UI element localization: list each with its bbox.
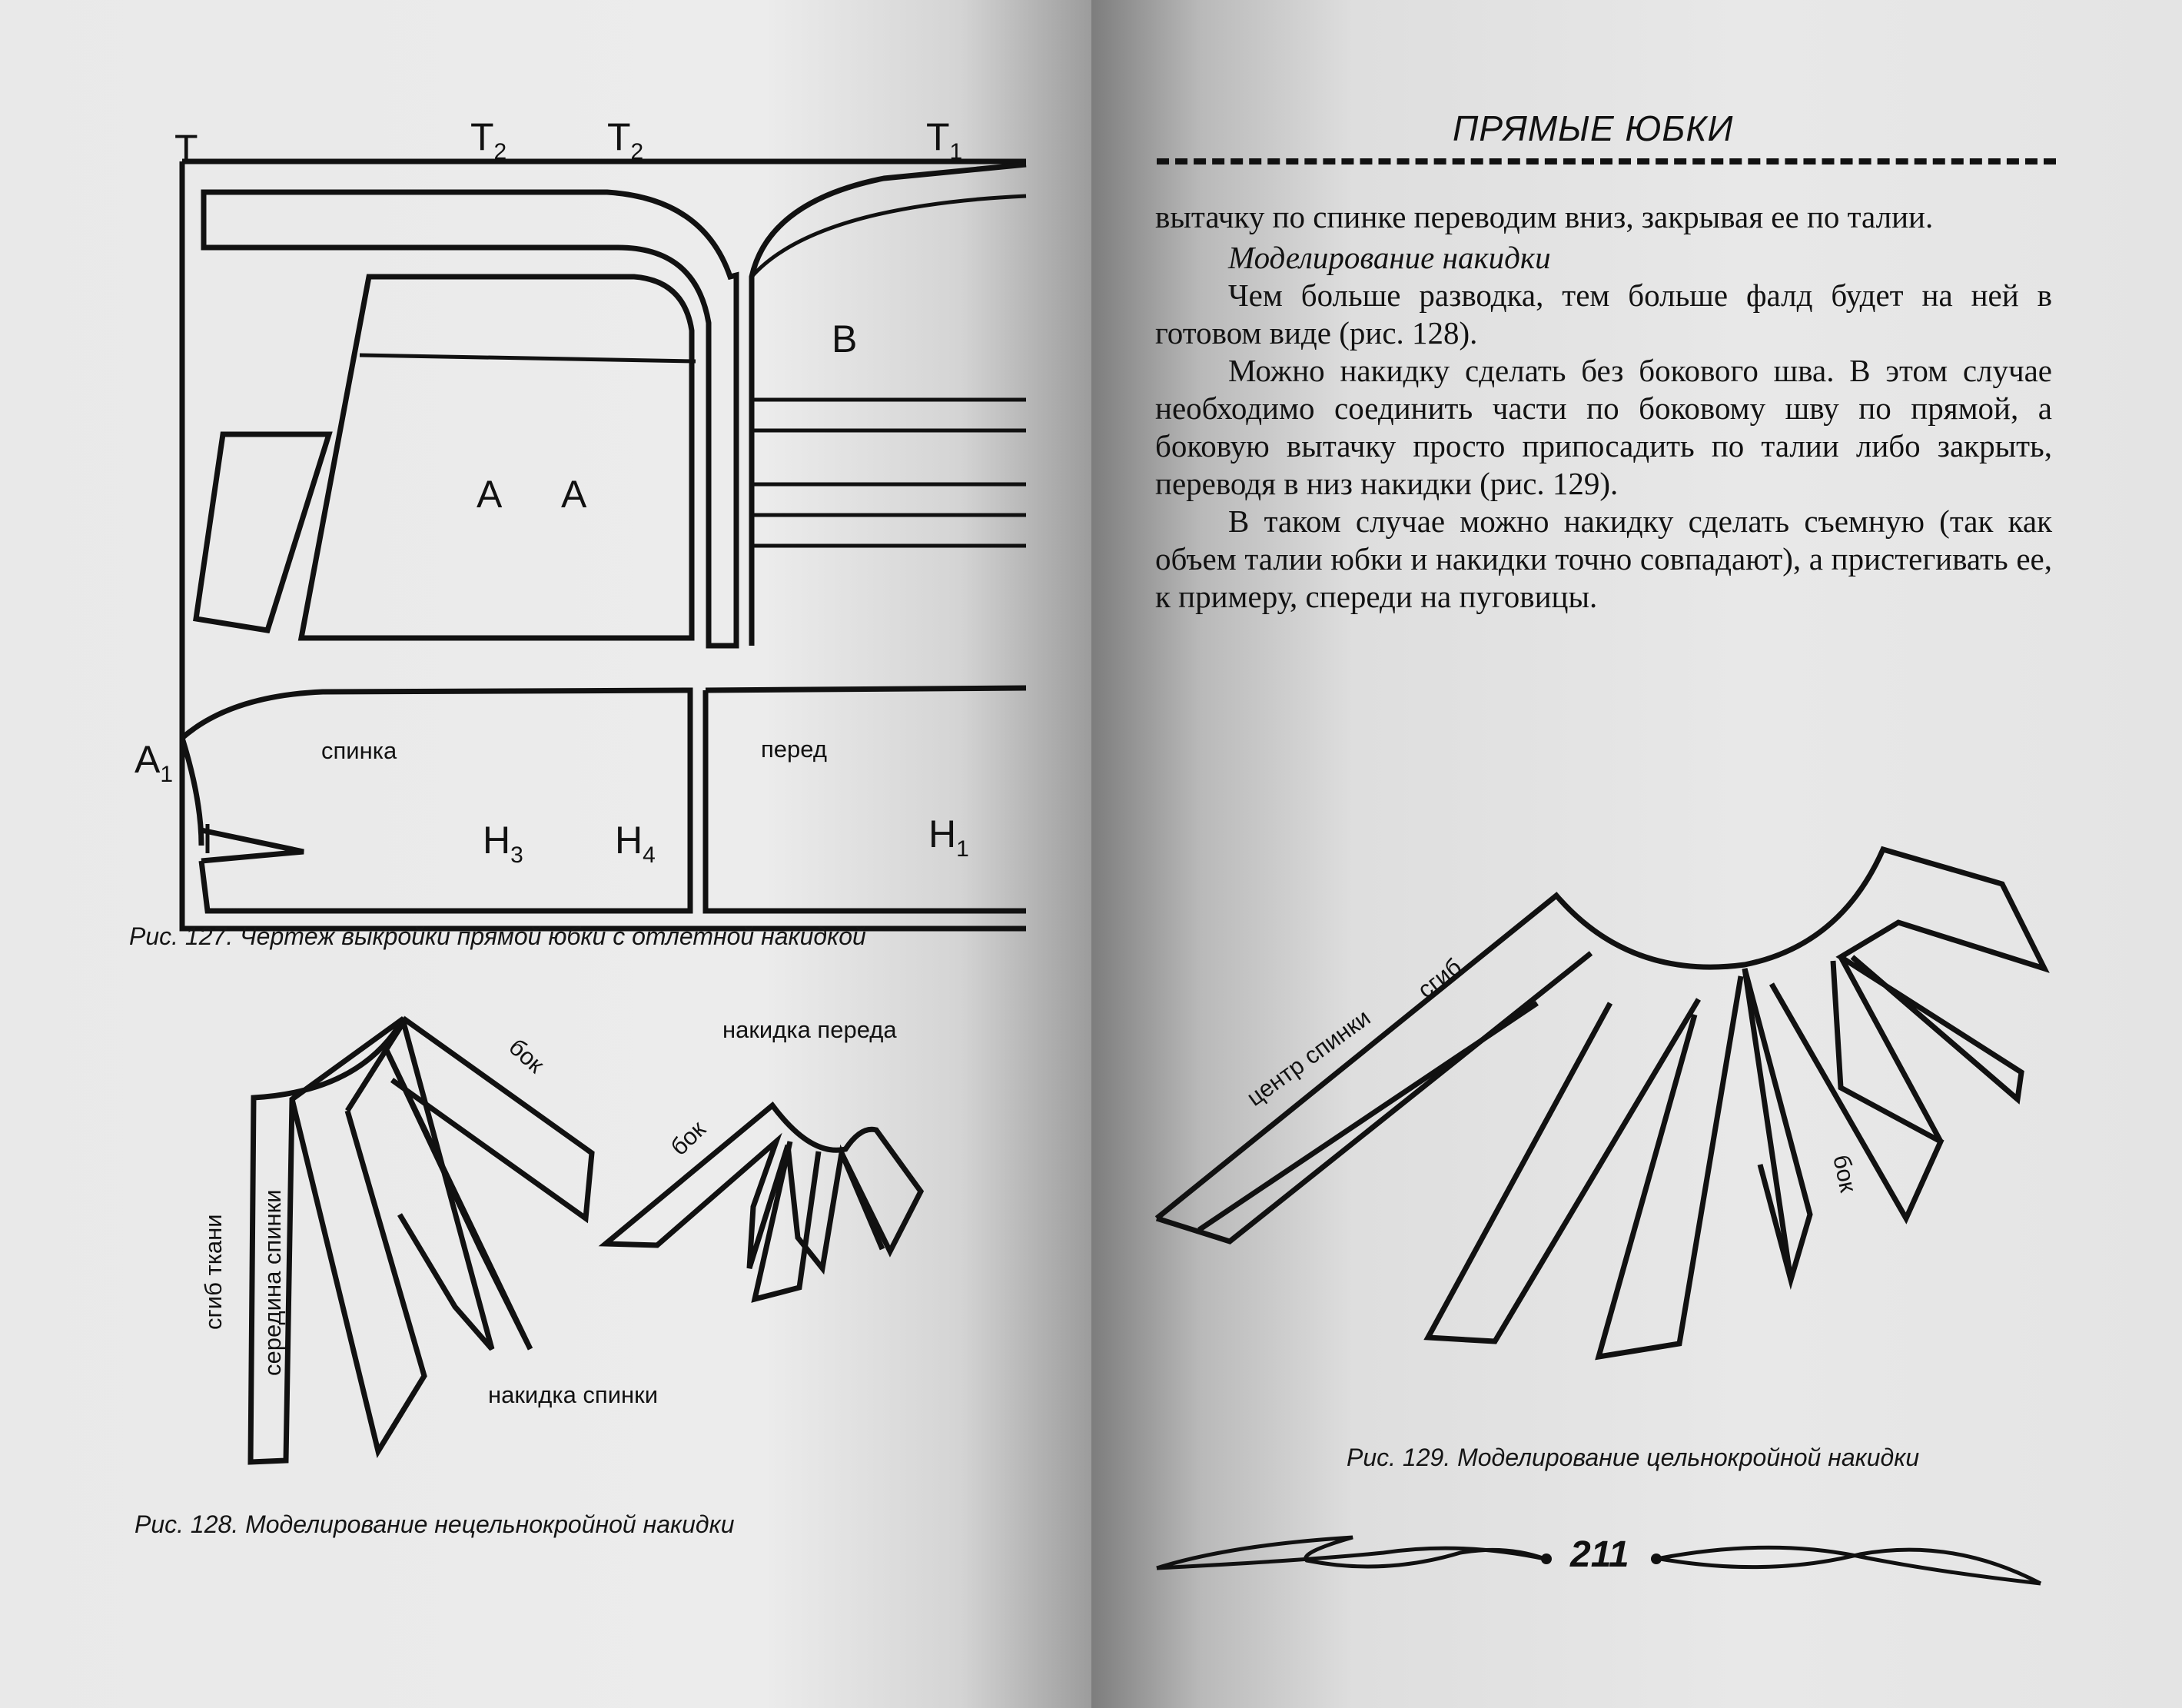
label-t2-left: $Т_2$ <box>470 115 507 164</box>
label-nakidka-spinki: накидка спинки <box>488 1381 659 1408</box>
label-bok-front: бок <box>665 1115 711 1161</box>
label-bok: бок <box>1828 1152 1862 1195</box>
label-a-left: А <box>477 473 503 516</box>
paragraph-3: Можно накидку сделать без бокового шва. В этом случае необходимо соединить части по боковому шву по прямой, а боковую вытачку просто припосадить по талии либо закрыть, переводя в низ накидки (рис. 129). <box>1155 353 2052 501</box>
running-head: ПРЯМЫЕ ЮБКИ <box>1453 108 1734 148</box>
label-nakidka-pereda: накидка переда <box>722 1016 897 1043</box>
paragraph-2: Чем больше разводка, тем больше фалд будет на ней в готовом виде (рис. 128). <box>1155 277 2052 351</box>
label-h3: $Н_3$ <box>483 819 523 868</box>
label-a-right: А <box>561 473 587 516</box>
figure-129-caption: Рис. 129. Моделирование цельнокройной накидки <box>1347 1444 1920 1471</box>
label-seredina-spinki: середина спинки <box>259 1189 286 1376</box>
label-b: В <box>832 317 858 361</box>
label-bok-back: бок <box>503 1033 550 1078</box>
paragraph-4: В таком случае можно накидку сделать съемную (так как объем талии юбки и накидки точно совпадают), а пристегивать ее, к примеру, спереди на пуговицы. <box>1155 503 2052 614</box>
label-t: Т <box>174 127 198 170</box>
label-h4: $Н_4$ <box>615 819 656 868</box>
figure-128-caption: Рис. 128. Моделирование нецельнокройной накидки <box>135 1510 735 1538</box>
label-t2-right: $Т_2$ <box>607 115 644 164</box>
label-sgib: сгиб <box>1412 952 1467 1004</box>
figure-127-caption: Рис. 127. Чертеж выкройки прямой юбки с отлетной накидкой <box>129 922 866 950</box>
page-number: 211 <box>1570 1534 1629 1575</box>
subheading: Моделирование накидки <box>1228 240 1551 275</box>
label-centr-spinki: центр спинки <box>1241 1004 1376 1112</box>
label-sgib-tkani: сгиб ткани <box>200 1214 227 1330</box>
label-pered: перед <box>761 736 827 763</box>
label-a1: $А_1$ <box>135 738 174 787</box>
label-t1: $Т_1$ <box>926 115 963 164</box>
left-bead <box>1541 1553 1552 1564</box>
paragraph-1: вытачку по спинке переводим вниз, закрывая ее по талии. <box>1155 199 1934 234</box>
label-spinka: спинка <box>321 737 397 764</box>
label-h1: $Н_1$ <box>928 812 969 862</box>
